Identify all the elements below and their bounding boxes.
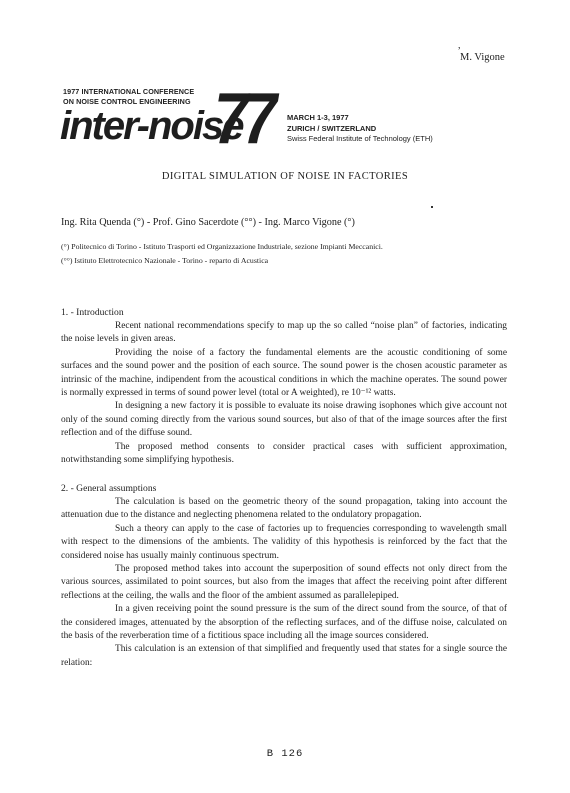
- stray-dot: [431, 206, 433, 208]
- conference-institute: Swiss Federal Institute of Technology (ETH): [287, 134, 433, 143]
- paper-title: DIGITAL SIMULATION OF NOISE IN FACTORIES: [161, 171, 409, 182]
- paragraph: The proposed method consents to consider practical cases with sufficient approximation, notwithstanding some simplifying hypothesis.: [61, 441, 507, 466]
- conference-location: ZURICH / SWITZERLAND: [287, 124, 377, 133]
- affiliation-2: (°°) Istituto Elettrotecnico Nazionale - Torino - reparto di Acustica: [61, 256, 269, 265]
- running-author: M. Vigone: [460, 52, 505, 63]
- conference-dates: MARCH 1-3, 1977: [287, 113, 349, 122]
- page-number: B 126: [266, 748, 304, 760]
- conference-logo-number: 77: [214, 79, 272, 159]
- conference-logo-word: inter-noise: [60, 104, 243, 148]
- section-1-heading: 1. - Introduction: [61, 307, 124, 318]
- conference-line-1: 1977 INTERNATIONAL CONFERENCE: [63, 87, 195, 96]
- paragraph: The proposed method takes into account the superposition of sound effects not only direct from the various sources, assimilated to point sources, but also from the images that affect the receiving point after different reflections at the ceiling, the walls and the floor of the ambient assumed as parallelepiped.: [61, 564, 507, 601]
- conference-line-2: ON NOISE CONTROL ENGINEERING: [63, 97, 191, 106]
- paragraph: Recent national recommendations specify to map up the so called “noise plan” of factories, indicating the noise levels in given areas.: [61, 321, 507, 345]
- paragraph: The calculation is based on the geometric theory of the sound propagation, taking into account the attenuation due to the distance and neglecting phenomena related to the ondulatory propagation.: [61, 497, 507, 521]
- paragraph: Providing the noise of a factory the fundamental elements are the acoustic conditioning of some surfaces and the sound power and the position of each source. The sound power is the chosen acoustic parameter as intrinsic of the machine, indipendent from the acoustical conditions in which the machine operates. The sound power is normally expressed in terms of sound power level (total or A weighted), re 10⁻¹² watts.: [61, 347, 507, 399]
- affiliation-1: (°) Politecnico di Torino - Istituto Trasporti ed Organizzazione Industriale, sezione Impianti Meccanici.: [61, 242, 383, 251]
- corner-mark: ,: [458, 40, 461, 51]
- section-1-body: [61, 320, 507, 467]
- paper-authors: Ing. Rita Quenda (°) - Prof. Gino Sacerdote (°°) - Ing. Marco Vigone (°): [61, 217, 355, 228]
- section-2-body: [61, 496, 507, 670]
- paragraph: In designing a new factory it is possible to evaluate its noise drawing isophones which give account not only of the sound coming directly from the various sound sources, but also of that of the image sources after the first reflection and of the diffuse sound.: [61, 401, 507, 439]
- paragraph: In a given receiving point the sound pressure is the sum of the direct sound from the source, of that of the considered images, attenuated by the absorption of the reflecting surfaces, and of the diffuse noise, calculated on the basis of the reverberation time of a fictitious space including all the image sources considered.: [61, 604, 507, 642]
- paragraph: Such a theory can apply to the case of factories up to frequencies corresponding to wavelength small with respect to the dimensions of the ambients. The validity of this hypothesis is reinforced by the fact that the considered noise has usually mainly continuous spectrum.: [61, 523, 507, 561]
- paragraph: This calculation is an extension of that simplified and frequently used that states for a single source the relation:: [61, 644, 507, 668]
- section-2-heading: 2. - General assumptions: [61, 483, 157, 494]
